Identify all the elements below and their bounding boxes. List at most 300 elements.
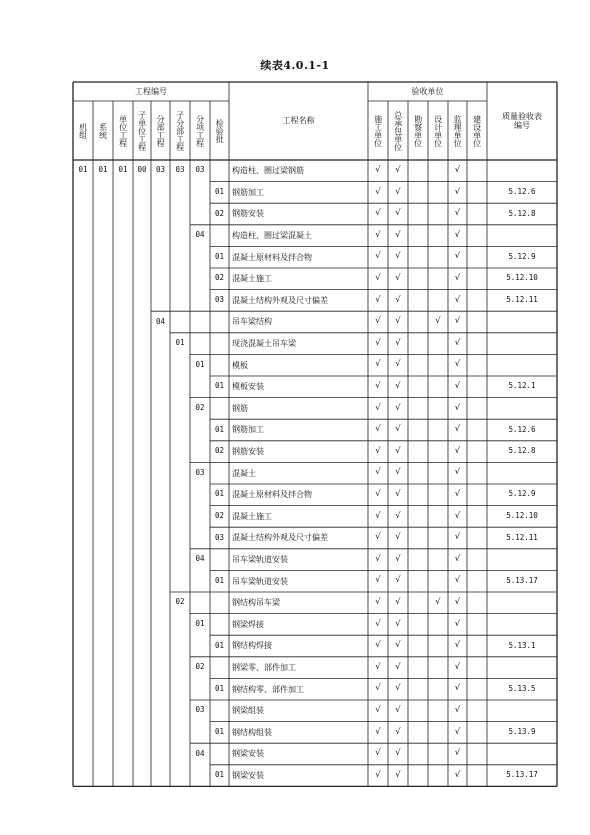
form-no-text: 5.13.1 [508,640,536,650]
project-name-cell [229,592,368,614]
form-no-text: 5.13.17 [506,770,538,780]
project-name-cell [229,225,368,247]
project-name-text: 构造柱、圈过梁混凝土 [232,231,312,240]
check-cell [448,700,467,722]
check-cell [368,592,388,614]
code-value: 01 [214,424,225,434]
form-no-text: 5.12.6 [508,424,536,434]
header-code-col-label: 系统 [98,122,108,139]
project-name-text: 钢结构焊接 [232,641,272,651]
project-name-text: 吊车梁轨道安装 [232,576,288,586]
check-mark: √ [395,251,401,262]
check-mark: √ [454,359,461,370]
form-no-cell [487,527,557,549]
check-mark: √ [395,640,401,651]
code-cell [210,290,229,312]
check-cell [388,419,408,441]
check-cell [368,182,388,204]
code-cell [170,592,190,614]
check-mark: √ [454,575,461,586]
code-cell [190,657,210,679]
check-cell [368,743,388,765]
project-name-text: 模板 [232,360,248,370]
code-value: 01 [98,165,108,175]
check-cell [368,527,388,549]
form-no-cell [487,765,557,787]
header-unit-col-label: 设计单位 [433,114,443,147]
project-name-text: 吊车梁轨道安装 [232,555,288,564]
check-cell [448,765,467,787]
check-cell [388,570,408,592]
check-cell [448,182,467,204]
code-cell [151,160,170,182]
code-value: 01 [118,165,128,175]
check-cell [448,268,467,290]
project-name-cell [229,398,368,420]
check-cell [388,549,408,571]
code-value: 02 [175,597,185,607]
check-cell [368,398,388,420]
project-name-cell [229,570,368,592]
check-cell [368,765,388,787]
form-no-text: 5.12.11 [506,532,538,542]
code-value: 03 [195,705,205,715]
project-name-cell [229,765,368,787]
check-mark: √ [375,488,381,499]
check-cell [388,700,408,722]
check-mark: √ [454,380,461,391]
code-cell [210,203,229,225]
check-mark: √ [435,596,441,607]
check-mark: √ [454,683,461,694]
code-value: 01 [214,683,225,693]
check-mark: √ [395,575,401,586]
check-mark: √ [375,380,381,391]
header-code-col-label: 分项工程 [195,114,205,147]
code-cell [210,678,229,700]
form-no-cell [487,419,557,441]
project-name-cell [229,722,368,744]
header-code-col [190,101,210,160]
check-mark: √ [395,229,401,240]
form-no-text: 5.12.6 [508,187,536,197]
header-quality-form-no-label: 质量验收表编号 [502,111,542,130]
check-cell [388,722,408,744]
check-mark: √ [375,575,381,586]
code-cell [113,160,133,182]
check-cell [368,678,388,700]
check-mark: √ [454,186,461,197]
code-cell [190,160,210,182]
form-no-cell [487,722,557,744]
project-name-cell [229,527,368,549]
check-mark: √ [375,683,381,694]
check-mark: √ [375,294,381,305]
check-mark: √ [375,769,381,780]
check-cell [448,570,467,592]
check-mark: √ [454,510,461,521]
check-mark: √ [395,704,401,715]
check-cell [368,376,388,398]
check-mark: √ [454,661,461,672]
check-mark: √ [395,208,401,219]
check-mark: √ [375,704,381,715]
check-cell [448,614,467,636]
check-cell [448,203,467,225]
check-cell [428,592,448,614]
form-no-text: 5.12.8 [508,446,536,456]
code-value: 02 [214,273,225,283]
project-name-cell [229,376,368,398]
form-no-cell [487,635,557,657]
header-unit-col-label: 建设单位 [472,114,482,147]
form-no-cell [487,678,557,700]
header-project-name [229,82,368,160]
code-cell [190,462,210,484]
check-mark: √ [454,251,461,262]
code-value: 01 [214,187,225,197]
code-cell [133,160,151,182]
code-value: 01 [214,727,225,737]
check-mark: √ [375,402,381,413]
code-value: 03 [155,165,166,175]
check-mark: √ [395,726,401,737]
project-name-text: 混凝土施工 [232,274,272,284]
check-cell [388,678,408,700]
check-cell [448,635,467,657]
header-project-code-label: 工程编号 [135,86,167,96]
check-mark: √ [395,424,401,435]
header-code-col [210,101,229,160]
code-value: 02 [195,403,205,413]
check-mark: √ [454,726,461,737]
project-name-cell [229,462,368,484]
check-cell [428,311,448,333]
project-name-text: 混凝土 [232,468,256,478]
code-value: 01 [214,489,225,499]
check-mark: √ [395,661,401,672]
code-value: 01 [175,338,185,348]
form-no-text: 5.13.9 [508,727,536,737]
project-name-cell [229,203,368,225]
check-cell [368,419,388,441]
project-name-cell [229,743,368,765]
code-value: 04 [195,748,205,758]
project-name-cell [229,506,368,528]
check-mark: √ [375,467,381,478]
form-no-cell [487,268,557,290]
check-mark: √ [454,402,461,413]
check-cell [448,311,467,333]
project-name-cell [229,657,368,679]
project-name-cell [229,549,368,571]
header-code-col [113,101,133,160]
code-cell [210,527,229,549]
form-no-cell [487,506,557,528]
check-cell [448,333,467,355]
check-cell [368,549,388,571]
code-value: 01 [214,575,225,585]
code-cell [190,549,210,571]
header-code-col-label: 检验批 [215,118,225,143]
code-cell [190,354,210,376]
check-mark: √ [375,337,381,348]
check-cell [368,268,388,290]
project-name-text: 钢梁组装 [232,706,264,716]
code-value: 02 [214,511,225,521]
check-mark: √ [375,596,381,607]
project-name-text: 模板安装 [232,382,264,392]
code-value: 01 [214,251,225,261]
check-mark: √ [454,272,461,283]
header-unit-col-label: 总承包单位 [393,110,403,151]
check-cell [368,484,388,506]
header-code-col-label: 子单位工程 [137,110,147,151]
form-no-cell [487,441,557,463]
check-mark: √ [454,704,461,715]
code-value: 04 [195,230,205,240]
check-mark: √ [454,445,461,456]
form-no-cell [487,570,557,592]
form-no-text: 5.12.9 [508,489,536,499]
check-mark: √ [454,316,461,327]
check-mark: √ [395,445,401,456]
code-cell [210,635,229,657]
check-cell [368,614,388,636]
project-name-cell [229,441,368,463]
code-value: 01 [195,619,205,629]
check-cell [448,376,467,398]
check-cell [368,203,388,225]
project-name-text: 钢筋加工 [232,425,264,435]
check-cell [388,527,408,549]
check-cell [368,160,388,182]
project-name-text: 现浇混凝土吊车梁 [232,339,296,348]
project-name-text: 混凝土施工 [232,511,272,521]
code-cell [210,246,229,268]
header-project-name-label: 工程名称 [282,116,315,126]
check-mark: √ [454,532,461,543]
table-title: 续表4.0.1-1 [260,59,330,72]
check-mark: √ [454,618,461,629]
check-cell [448,354,467,376]
header-unit-col-label: 勘察单位 [413,114,423,147]
check-mark: √ [454,229,461,240]
check-mark: √ [395,337,401,348]
project-name-text: 混凝土原材料及拌合物 [232,252,312,262]
project-name-cell [229,182,368,204]
project-name-text: 混凝土结构外观及尺寸偏差 [232,295,328,305]
check-cell [448,246,467,268]
check-cell [388,635,408,657]
code-cell [170,333,190,355]
code-value: 03 [195,467,205,477]
code-cell [190,700,210,722]
check-cell [368,635,388,657]
check-cell [388,657,408,679]
header-code-col [73,101,93,160]
check-cell [368,225,388,247]
check-cell [368,657,388,679]
check-cell [388,268,408,290]
project-name-cell [229,635,368,657]
check-mark: √ [395,618,401,629]
check-cell [388,182,408,204]
check-mark: √ [395,359,401,370]
form-no-cell [487,290,557,312]
header-acceptance-unit [368,82,487,101]
header-unit-col-label: 施工单位 [373,114,383,147]
header-unit-col [388,101,408,160]
code-cell [151,311,170,333]
project-name-text: 钢筋 [232,403,248,413]
code-cell [210,765,229,787]
project-name-text: 钢梁焊接 [232,619,264,629]
code-value: 04 [195,554,205,564]
check-mark: √ [454,208,461,219]
header-acceptance-unit-label: 验收单位 [411,86,444,96]
form-no-cell [487,376,557,398]
check-cell [448,484,467,506]
check-cell [368,311,388,333]
check-mark: √ [454,596,461,607]
header-code-col [133,101,151,160]
check-cell [448,678,467,700]
project-name-text: 吊车梁结构 [232,317,272,327]
form-no-cell [487,484,557,506]
check-mark: √ [395,553,401,564]
project-name-text: 钢梁安装 [232,771,264,780]
project-name-cell [229,333,368,355]
header-code-col-label: 机组 [78,122,88,139]
header-unit-col-label: 监理单位 [453,114,463,147]
form-no-text: 5.12.10 [506,273,538,283]
code-cell [93,160,113,182]
code-value: 03 [214,295,225,305]
project-name-cell [229,268,368,290]
header-project-code [73,82,229,101]
check-cell [388,765,408,787]
code-value: 02 [195,662,205,672]
code-value: 03 [195,165,205,175]
check-mark: √ [454,553,461,564]
check-mark: √ [395,186,401,197]
check-cell [388,441,408,463]
check-cell [448,160,467,182]
header-unit-col [368,101,388,160]
code-value: 01 [214,381,225,391]
form-no-text: 5.12.11 [506,295,538,305]
check-cell [448,419,467,441]
code-cell [170,160,190,182]
check-mark: √ [454,769,461,780]
code-value: 04 [155,316,166,326]
project-name-text: 钢梁零、部件加工 [232,663,296,672]
code-cell [210,484,229,506]
check-mark: √ [395,402,401,413]
check-cell [448,722,467,744]
check-mark: √ [375,553,381,564]
check-cell [448,441,467,463]
project-name-text: 构造柱、圈过梁钢筋 [232,166,304,176]
header-code-col-label: 分部工程 [156,114,166,147]
project-name-text: 钢筋安装 [232,447,264,456]
project-name-cell [229,614,368,636]
check-mark: √ [395,510,401,521]
project-name-cell [229,311,368,333]
check-mark: √ [375,618,381,629]
check-mark: √ [375,640,381,651]
check-mark: √ [395,272,401,283]
header-unit-col [428,101,448,160]
check-cell [388,462,408,484]
check-cell [448,743,467,765]
check-cell [388,592,408,614]
check-cell [448,527,467,549]
code-cell [190,743,210,765]
code-cell [210,506,229,528]
code-cell [190,225,210,247]
check-mark: √ [395,769,401,780]
check-cell [368,246,388,268]
check-cell [388,506,408,528]
check-mark: √ [395,316,401,327]
check-mark: √ [375,251,381,262]
check-cell [368,462,388,484]
check-cell [368,441,388,463]
code-cell [190,614,210,636]
check-cell [388,311,408,333]
project-name-cell [229,700,368,722]
check-cell [448,462,467,484]
check-mark: √ [395,467,401,478]
check-mark: √ [375,424,381,435]
check-mark: √ [454,294,461,305]
check-mark: √ [375,445,381,456]
code-cell [190,398,210,420]
form-no-text: 5.12.9 [508,251,536,261]
code-cell [210,376,229,398]
check-cell [368,570,388,592]
check-mark: √ [375,316,381,327]
project-name-cell [229,246,368,268]
project-name-text: 钢结构零、部件加工 [232,684,304,694]
code-cell [210,268,229,290]
code-value: 01 [214,640,225,650]
check-mark: √ [454,748,461,759]
code-value: 02 [214,446,225,456]
check-mark: √ [375,186,381,197]
check-cell [368,290,388,312]
code-cell [210,419,229,441]
code-cell [210,182,229,204]
check-cell [388,246,408,268]
project-name-text: 钢结构吊车梁 [232,598,280,608]
check-mark: √ [375,272,381,283]
check-cell [388,376,408,398]
check-mark: √ [375,359,381,370]
code-value: 01 [214,770,225,780]
check-cell [388,398,408,420]
project-name-cell [229,354,368,376]
check-mark: √ [454,640,461,651]
check-cell [368,354,388,376]
check-cell [448,398,467,420]
check-mark: √ [435,316,441,327]
project-name-cell [229,290,368,312]
project-name-cell [229,419,368,441]
project-name-text: 混凝土结构外观及尺寸偏差 [232,533,328,543]
